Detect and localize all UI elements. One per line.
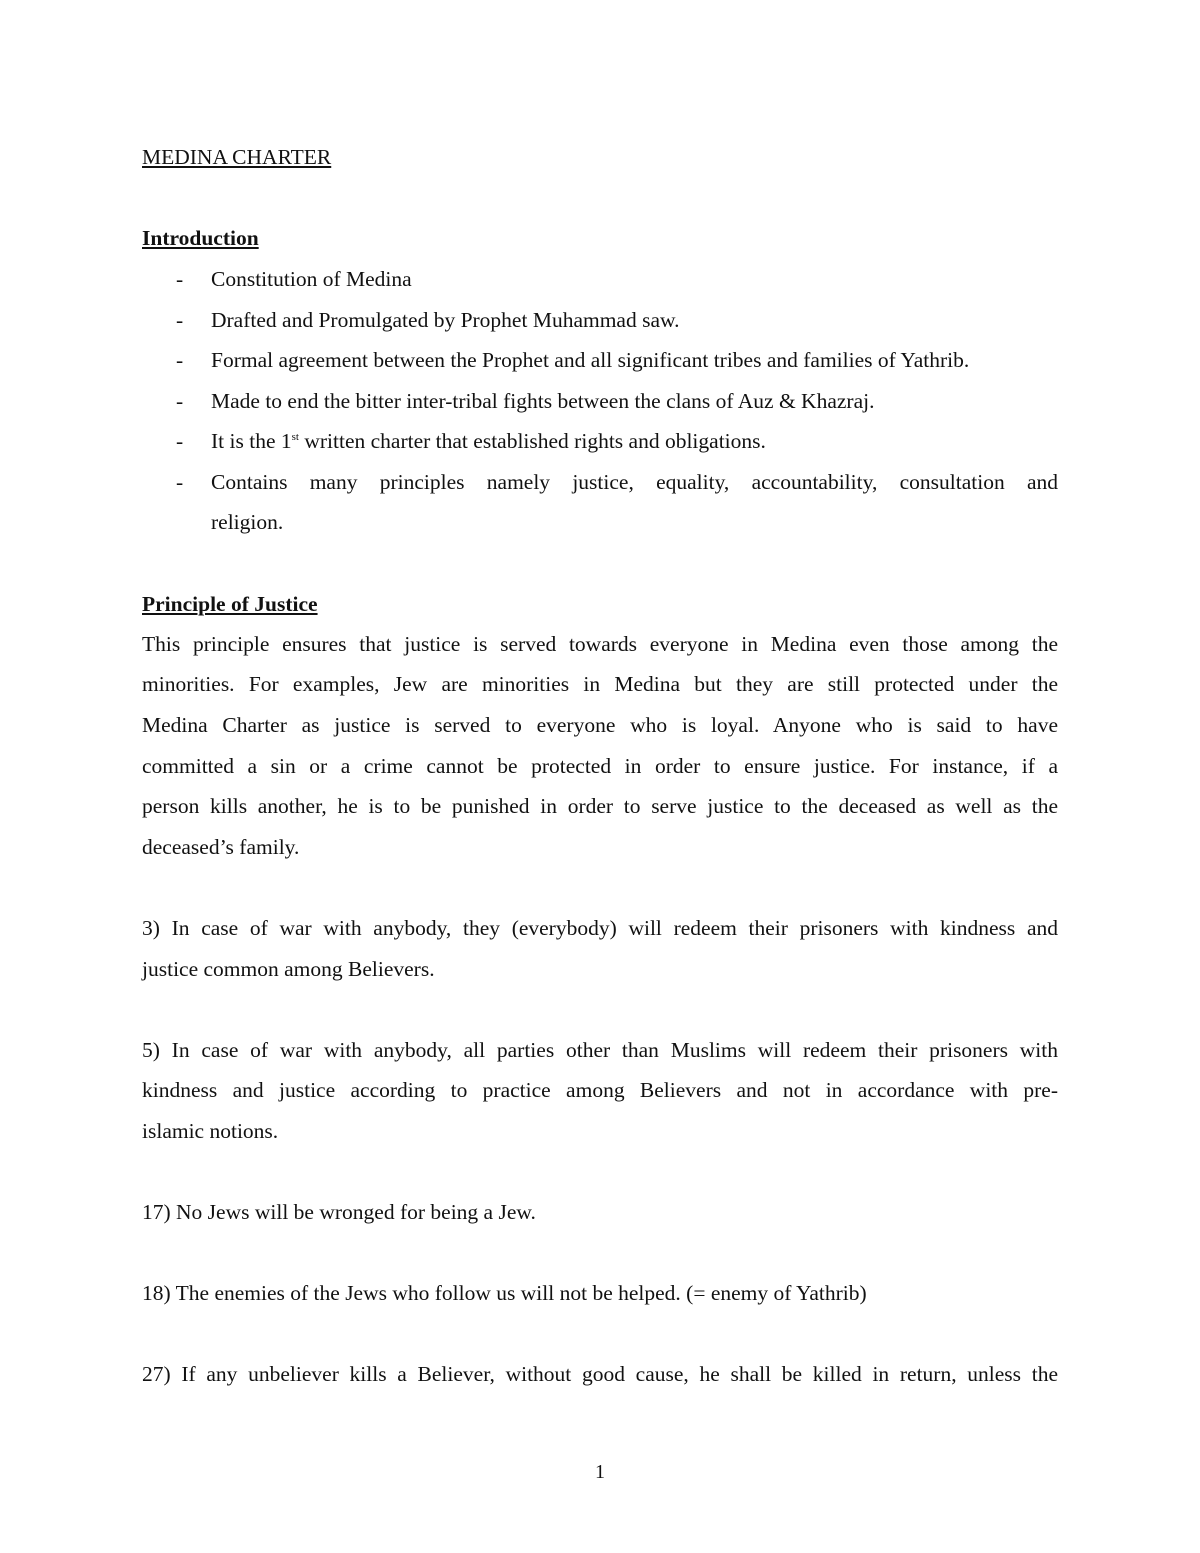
bullet-item: Drafted and Promulgated by Prophet Muhammad saw. bbox=[211, 308, 680, 332]
justice-heading: Principle of Justice bbox=[142, 592, 318, 616]
clause-line: 3) In case of war with anybody, they (everybody) will redeem their prisoners with kindness and bbox=[142, 916, 1058, 940]
bullet-marker: - bbox=[176, 389, 184, 413]
page-number: 1 bbox=[595, 1461, 605, 1483]
paragraph-line: minorities. For examples, Jew are minorities in Medina but they are still protected under the bbox=[142, 672, 1058, 696]
bullet-marker: - bbox=[176, 267, 184, 291]
paragraph-line: deceased’s family. bbox=[142, 835, 300, 859]
clause-line: kindness and justice according to practice among Believers and not in accordance with pre- bbox=[142, 1078, 1058, 1102]
bullet-marker: - bbox=[176, 470, 184, 494]
clause-line: 18) The enemies of the Jews who follow us will not be helped. (= enemy of Yathrib) bbox=[142, 1281, 867, 1305]
paragraph-line: committed a sin or a crime cannot be protected in order to ensure justice. For instance, if a bbox=[142, 754, 1058, 778]
bullet-text: written charter that established rights and obligations. bbox=[298, 429, 766, 453]
bullet-text: It is the 1 bbox=[211, 429, 292, 453]
bullet-item: Constitution of Medina bbox=[211, 267, 412, 291]
clause-line: 27) If any unbeliever kills a Believer, without good cause, he shall be killed in return, unless the bbox=[142, 1362, 1058, 1386]
paragraph-line: This principle ensures that justice is served towards everyone in Medina even those among the bbox=[142, 632, 1058, 656]
bullet-marker: - bbox=[176, 429, 184, 453]
clause-line: 17) No Jews will be wronged for being a Jew. bbox=[142, 1200, 536, 1224]
bullet-item: Made to end the bitter inter-tribal fights between the clans of Auz & Khazraj. bbox=[211, 389, 875, 413]
paragraph-line: person kills another, he is to be punished in order to serve justice to the deceased as well as the bbox=[142, 794, 1058, 818]
bullet-item: Formal agreement between the Prophet and all significant tribes and families of Yathrib. bbox=[211, 348, 970, 372]
clause-line: justice common among Believers. bbox=[142, 957, 435, 981]
bullet-item-line: religion. bbox=[211, 510, 284, 534]
document-title: MEDINA CHARTER bbox=[142, 145, 332, 169]
paragraph-line: Medina Charter as justice is served to everyone who is loyal. Anyone who is said to have bbox=[142, 713, 1058, 737]
bullet-item bbox=[211, 431, 766, 453]
bullet-marker: - bbox=[176, 308, 184, 332]
intro-heading: Introduction bbox=[142, 226, 259, 250]
superscript: st bbox=[291, 431, 299, 443]
clause-line: islamic notions. bbox=[142, 1119, 279, 1143]
bullet-marker: - bbox=[176, 348, 184, 372]
bullet-item-line: Contains many principles namely justice, equality, accountability, consultation and bbox=[211, 470, 1058, 494]
clause-line: 5) In case of war with anybody, all parties other than Muslims will redeem their prisoners with bbox=[142, 1038, 1058, 1062]
